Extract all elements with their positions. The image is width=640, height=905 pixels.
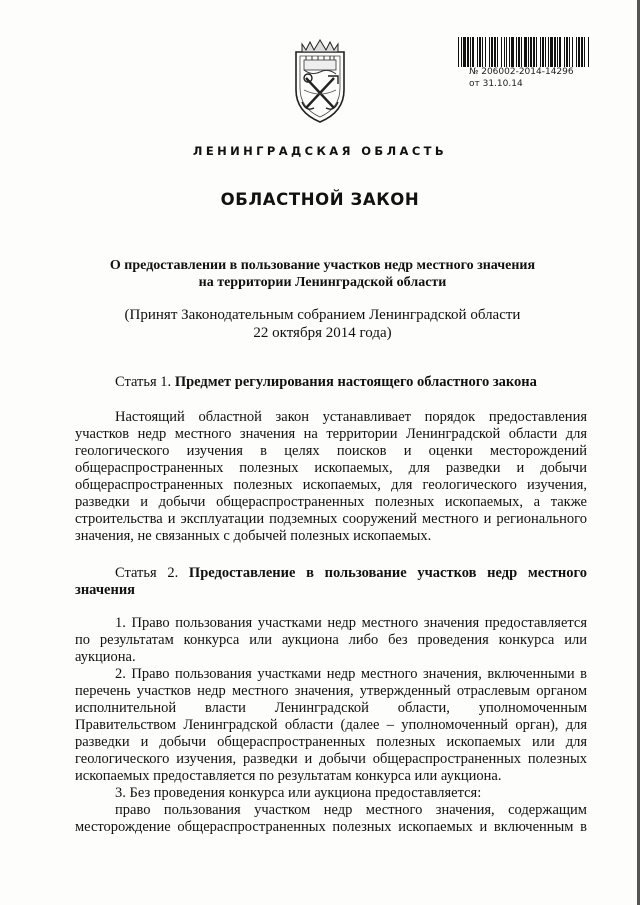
article-2-title-cont: значения (75, 582, 136, 598)
article-2-heading (75, 565, 587, 599)
text-line: общераспространенных полезных ископаемых, для разведки и добычи (75, 460, 587, 476)
law-subject-line: О предоставлении в пользование участков недр местного значения (109, 258, 536, 273)
text-line: общераспространенных полезных ископаемых, для геологического изучения, (75, 477, 587, 493)
registration-number: № 206002-2014-14296 (469, 67, 574, 77)
article-1-heading (115, 374, 537, 391)
article-2-label: Статья 2. (115, 565, 179, 581)
article-1-label: Статья 1. (115, 374, 172, 390)
text-line: исполнительной власти Ленинградской области, уполномоченным (75, 700, 587, 716)
text-line: 3. Без проведения конкурса или аукциона предоставляется: (115, 785, 482, 801)
law-subject (60, 257, 585, 291)
text-line: право пользования участком недр местного значения, содержащим (115, 802, 587, 818)
article-1-text (75, 409, 587, 545)
text-line: участков недр местного значения на территории Ленинградской области для (75, 426, 587, 442)
adoption-note-line: 22 октября 2014 года) (253, 325, 392, 341)
text-line: Настоящий областной закон устанавливает порядок предоставления (115, 409, 587, 425)
region-heading: ЛЕНИНГРАДСКАЯ ОБЛАСТЬ (192, 144, 448, 158)
text-line: аукциона. (75, 649, 136, 665)
article-2-title: Предоставление в пользование участков недр местного (188, 565, 587, 581)
law-subject-line: на территории Ленинградской области (198, 275, 447, 290)
text-line: геологического изучения, разведки и добычи общераспространенных полезных (75, 751, 587, 767)
text-line: 1. Право пользования участками недр местного значения предоставляется (115, 615, 587, 631)
text-line: геологического изучения в целях поисков и оценки месторождений (75, 443, 587, 459)
text-line: Правительством Ленинградской области (далее – уполномоченный орган), для (75, 717, 587, 733)
text-line: 2. Право пользования участками недр местного значения, включенными в (115, 666, 587, 682)
article-2-text (75, 615, 587, 836)
text-line: строительства и эксплуатации подземных сооружений местного и регионального (75, 511, 587, 527)
barcode (458, 37, 590, 67)
text-line: по результатам конкурса или аукциона либо без проведения конкурса или (75, 632, 587, 648)
text-line: разведки и добычи общераспространенных полезных ископаемых или для (75, 734, 587, 750)
adoption-note (60, 306, 585, 342)
text-line: разведки и добычи общераспространенных полезных ископаемых, а также (75, 494, 587, 510)
text-line: месторождение общераспространенных полезных ископаемых и включенным в (75, 819, 587, 835)
text-line: значения, не связанных с добычей полезных ископаемых. (75, 528, 432, 544)
article-2-heading-line (75, 565, 587, 582)
registration-date: от 31.10.14 (469, 79, 523, 89)
adoption-note-line: (Принят Законодательным собранием Ленинградской области (124, 307, 521, 323)
text-line: ископаемых предоставляется по результатам конкурса или аукциона. (75, 768, 502, 784)
text-line: перечень участков недр местного значения, утвержденный отраслевым органом (75, 683, 587, 699)
article-1-title: Предмет регулирования настоящего областного закона (174, 374, 537, 390)
law-title: ОБЛАСТНОЙ ЗАКОН (220, 190, 420, 209)
coat-of-arms-icon (288, 38, 352, 124)
